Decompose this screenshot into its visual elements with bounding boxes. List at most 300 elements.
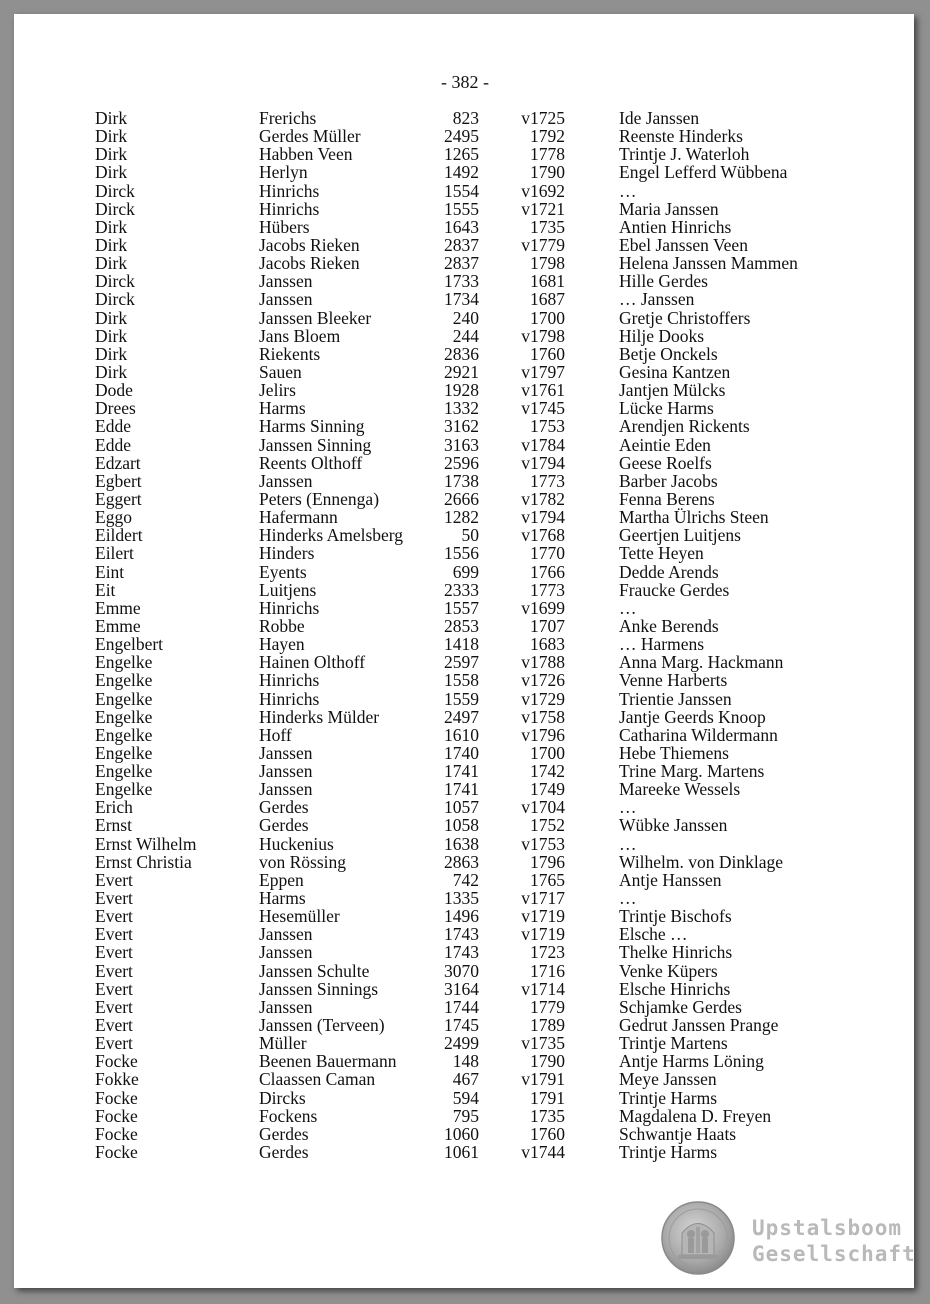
register-row [0, 798, 930, 816]
family-name: Janssen [259, 742, 313, 763]
first-name: Engelke [95, 742, 153, 763]
spouse-name: Wübke Janssen [619, 815, 728, 836]
spouse-name: Fraucke Gerdes [619, 579, 730, 600]
first-name: Evert [95, 1033, 133, 1054]
spouse-name: Thelke Hinrichs [619, 942, 733, 963]
year: v1721 [521, 198, 565, 219]
family-name: Harms Sinning [259, 416, 365, 437]
entry-number: 3070 [444, 960, 479, 981]
family-name: Janssen Schulte [259, 960, 370, 981]
register-row [0, 399, 930, 417]
family-name: Janssen Bleeker [259, 307, 372, 328]
spouse-name: Anna Marg. Hackmann [619, 652, 784, 673]
register-row [0, 907, 930, 925]
family-name: Müller [259, 1033, 307, 1054]
entry-number: 699 [452, 561, 479, 582]
first-name: Dirk [95, 343, 128, 364]
register-row [0, 1016, 930, 1034]
family-name: Janssen Sinnings [259, 978, 379, 999]
year: 1760 [530, 1123, 565, 1144]
register-row [0, 563, 930, 581]
first-name: Edde [95, 416, 131, 437]
genealogy-register [0, 109, 930, 1161]
year: 1735 [530, 216, 565, 237]
register-row [0, 889, 930, 907]
entry-number: 1734 [444, 289, 479, 310]
register-row [0, 1070, 930, 1088]
spouse-name: Hebe Thiemens [619, 742, 729, 763]
register-row [0, 145, 930, 163]
first-name: Evert [95, 888, 133, 909]
entry-number: 148 [452, 1051, 479, 1072]
register-row [0, 1034, 930, 1052]
first-name: Edzart [95, 452, 141, 473]
register-row [0, 327, 930, 345]
spouse-name: Jantje Geerds Knoop [619, 706, 766, 727]
society-watermark [752, 1215, 916, 1267]
first-name: Engelbert [95, 634, 164, 655]
year: 1790 [530, 162, 565, 183]
year: 1773 [530, 579, 565, 600]
register-row [0, 744, 930, 762]
family-name: Eppen [259, 869, 304, 890]
spouse-name: Venne Harberts [619, 670, 728, 691]
register-row [0, 200, 930, 218]
year: v1744 [521, 1142, 565, 1163]
entry-number: 1743 [444, 942, 479, 963]
family-name: Janssen [259, 271, 313, 292]
first-name: Dirk [95, 325, 128, 346]
register-row [0, 635, 930, 653]
register-row [0, 472, 930, 490]
family-name: Hinrichs [259, 670, 320, 691]
year: 1770 [530, 543, 565, 564]
entry-number: 2837 [444, 253, 479, 274]
first-name: Eilert [95, 543, 134, 564]
first-name: Dirk [95, 307, 128, 328]
year: 1798 [530, 253, 565, 274]
spouse-name: … [619, 180, 637, 201]
register-row [0, 254, 930, 272]
spouse-name: Antien Hinrichs [619, 216, 732, 237]
register-row [0, 653, 930, 671]
first-name: Focke [95, 1105, 138, 1126]
register-row [0, 581, 930, 599]
register-row [0, 1125, 930, 1143]
spouse-name: Engel Lefferd Wübbena [619, 162, 788, 183]
family-name: Hinderks Amelsberg [259, 525, 404, 546]
first-name: Focke [95, 1087, 138, 1108]
year: v1779 [521, 234, 565, 255]
year: 1760 [530, 343, 565, 364]
entry-number: 244 [452, 325, 479, 346]
year: 1796 [530, 851, 565, 872]
spouse-name: Geese Roelfs [619, 452, 712, 473]
entry-number: 2495 [444, 126, 479, 147]
spouse-name: Barber Jacobs [619, 470, 718, 491]
entry-number: 1555 [444, 198, 479, 219]
spouse-name: Schjamke Gerdes [619, 996, 742, 1017]
spouse-name: Fenna Berens [619, 488, 715, 509]
family-name: Jacobs Rieken [259, 234, 360, 255]
year: 1707 [530, 615, 565, 636]
first-name: Fokke [95, 1069, 139, 1090]
entry-number: 1740 [444, 742, 479, 763]
spouse-name: Trintje Harms [619, 1087, 718, 1108]
year: v1725 [521, 108, 565, 128]
first-name: Focke [95, 1123, 138, 1144]
year: v1791 [521, 1069, 565, 1090]
family-name: Dircks [259, 1087, 306, 1108]
year: 1700 [530, 742, 565, 763]
family-name: Hesemüller [259, 906, 340, 927]
register-row [0, 272, 930, 290]
year: 1687 [530, 289, 565, 310]
year: v1729 [521, 688, 565, 709]
first-name: Focke [95, 1051, 138, 1072]
first-name: Drees [95, 398, 136, 419]
year: 1735 [530, 1105, 565, 1126]
first-name: Evert [95, 978, 133, 999]
register-row [0, 617, 930, 635]
family-name: Beenen Bauermann [259, 1051, 397, 1072]
family-name: Janssen [259, 942, 313, 963]
entry-number: 240 [452, 307, 479, 328]
entry-number: 1061 [444, 1142, 479, 1163]
year: v1699 [521, 597, 565, 618]
register-row [0, 1089, 930, 1107]
first-name: Evert [95, 924, 133, 945]
register-row [0, 290, 930, 308]
year: v1798 [521, 325, 565, 346]
spouse-name: Hille Gerdes [619, 271, 708, 292]
first-name: Engelke [95, 724, 153, 745]
spouse-name: … [619, 597, 637, 618]
first-name: Dirck [95, 180, 135, 201]
year: v1719 [521, 924, 565, 945]
family-name: Hinrichs [259, 180, 320, 201]
family-name: Janssen (Terveen) [259, 1015, 385, 1036]
family-name: Habben Veen [259, 144, 353, 165]
family-name: Gerdes Müller [259, 126, 361, 147]
family-name: Eyents [259, 561, 307, 582]
family-name: Janssen [259, 470, 313, 491]
spouse-name: Jantjen Mülcks [619, 380, 726, 401]
spouse-name: Mareeke Wessels [619, 779, 741, 800]
spouse-name: Magdalena D. Freyen [619, 1105, 772, 1126]
year: v1782 [521, 488, 565, 509]
family-name: Hinrichs [259, 198, 320, 219]
first-name: Dirk [95, 216, 128, 237]
spouse-name: Schwantje Haats [619, 1123, 737, 1144]
page-number: - 382 - [441, 72, 489, 92]
register-row [0, 853, 930, 871]
spouse-name: Dedde Arends [619, 561, 719, 582]
year: 1752 [530, 815, 565, 836]
year: v1758 [521, 706, 565, 727]
first-name: Erich [95, 797, 133, 818]
spouse-name: Elsche Hinrichs [619, 978, 731, 999]
entry-number: 594 [452, 1087, 479, 1108]
family-name: Gerdes [259, 1142, 309, 1163]
first-name: Eildert [95, 525, 143, 546]
family-name: Hinrichs [259, 688, 320, 709]
spouse-name: … [619, 797, 637, 818]
register-row [0, 925, 930, 943]
entry-number: 795 [452, 1105, 479, 1126]
year: 1742 [530, 761, 565, 782]
spouse-name: Meye Janssen [619, 1069, 717, 1090]
spouse-name: Elsche … [619, 924, 688, 945]
spouse-name: Gesina Kantzen [619, 361, 731, 382]
register-row [0, 508, 930, 526]
family-name: Sauen [259, 361, 302, 382]
register-row [0, 109, 930, 127]
first-name: Ernst [95, 815, 132, 836]
entry-number: 1638 [444, 833, 479, 854]
first-name: Engelke [95, 706, 153, 727]
first-name: Dirck [95, 289, 135, 310]
year: 1765 [530, 869, 565, 890]
spouse-name: Antje Hanssen [619, 869, 722, 890]
year: 1723 [530, 942, 565, 963]
entry-number: 2497 [444, 706, 479, 727]
entry-number: 1496 [444, 906, 479, 927]
entry-number: 1335 [444, 888, 479, 909]
register-row [0, 454, 930, 472]
family-name: von Rössing [259, 851, 347, 872]
year: 1792 [530, 126, 565, 147]
entry-number: 1265 [444, 144, 479, 165]
first-name: Eggert [95, 488, 142, 509]
entry-number: 1745 [444, 1015, 479, 1036]
first-name: Ernst Christia [95, 851, 192, 872]
first-name: Engelke [95, 688, 153, 709]
family-name: Harms [259, 888, 306, 909]
first-name: Dirk [95, 144, 128, 165]
family-name: Huckenius [259, 833, 334, 854]
spouse-name: Trintje Martens [619, 1033, 728, 1054]
entry-number: 1610 [444, 724, 479, 745]
entry-number: 1741 [444, 761, 479, 782]
spouse-name: Trintje Bischofs [619, 906, 732, 927]
register-row [0, 127, 930, 145]
register-row [0, 182, 930, 200]
entry-number: 1492 [444, 162, 479, 183]
entry-number: 2921 [444, 361, 479, 382]
first-name: Evert [95, 906, 133, 927]
register-row [0, 835, 930, 853]
spouse-name: Wilhelm. von Dinklage [619, 851, 784, 872]
family-name: Gerdes [259, 815, 309, 836]
first-name: Dode [95, 380, 133, 401]
spouse-name: Anke Berends [619, 615, 719, 636]
register-row [0, 417, 930, 435]
year: v1692 [521, 180, 565, 201]
spouse-name: Ide Janssen [619, 108, 700, 128]
register-row [0, 381, 930, 399]
spouse-name: Trintje Harms [619, 1142, 718, 1163]
year: 1700 [530, 307, 565, 328]
entry-number: 1058 [444, 815, 479, 836]
spouse-name: Hilje Dooks [619, 325, 705, 346]
entry-number: 2597 [444, 652, 479, 673]
spouse-name: Venke Küpers [619, 960, 718, 981]
spouse-name: Trientie Janssen [619, 688, 732, 709]
year: v1788 [521, 652, 565, 673]
spouse-name: Martha Ülrichs Steen [619, 507, 769, 528]
family-name: Jans Bloem [259, 325, 341, 346]
year: v1761 [521, 380, 565, 401]
watermark-line2: Gesellschaft [752, 1242, 916, 1266]
year: 1779 [530, 996, 565, 1017]
register-row [0, 962, 930, 980]
entry-number: 1733 [444, 271, 479, 292]
first-name: Emme [95, 615, 141, 636]
entry-number: 1556 [444, 543, 479, 564]
first-name: Focke [95, 1142, 138, 1163]
register-row [0, 690, 930, 708]
first-name: Engelke [95, 652, 153, 673]
first-name: Evert [95, 960, 133, 981]
spouse-name: Maria Janssen [619, 198, 719, 219]
register-row [0, 816, 930, 834]
family-name: Janssen [259, 289, 313, 310]
family-name: Hinders [259, 543, 315, 564]
spouse-name: … Harmens [619, 634, 705, 655]
register-row [0, 599, 930, 617]
year: v1719 [521, 906, 565, 927]
year: v1753 [521, 833, 565, 854]
entry-number: 1060 [444, 1123, 479, 1144]
first-name: Engelke [95, 779, 153, 800]
family-name: Frerichs [259, 108, 317, 128]
entry-number: 2666 [444, 488, 479, 509]
first-name: Dirk [95, 126, 128, 147]
entry-number: 1738 [444, 470, 479, 491]
family-name: Hübers [259, 216, 310, 237]
year: v1745 [521, 398, 565, 419]
watermark-line1: Upstalsboom [752, 1216, 903, 1240]
register-row [0, 998, 930, 1016]
entry-number: 1559 [444, 688, 479, 709]
spouse-name: Antje Harms Löning [619, 1051, 764, 1072]
spouse-name: Ebel Janssen Veen [619, 234, 748, 255]
entry-number: 3164 [444, 978, 479, 999]
family-name: Jacobs Rieken [259, 253, 360, 274]
year: 1766 [530, 561, 565, 582]
entry-number: 1554 [444, 180, 479, 201]
spouse-name: Trintje J. Waterloh [619, 144, 750, 165]
first-name: Dirk [95, 361, 128, 382]
spouse-name: … [619, 888, 637, 909]
first-name: Dirk [95, 108, 128, 128]
spouse-name: Geertjen Luitjens [619, 525, 741, 546]
first-name: Ernst Wilhelm [95, 833, 197, 854]
year: 1778 [530, 144, 565, 165]
entry-number: 2863 [444, 851, 479, 872]
entry-number: 2499 [444, 1033, 479, 1054]
family-name: Hayen [259, 634, 305, 655]
register-row [0, 871, 930, 889]
family-name: Hoff [259, 724, 292, 745]
entry-number: 2836 [444, 343, 479, 364]
family-name: Hinrichs [259, 597, 320, 618]
entry-number: 467 [452, 1069, 479, 1090]
register-row [0, 309, 930, 327]
first-name: Eint [95, 561, 125, 582]
first-name: Eit [95, 579, 116, 600]
entry-number: 1643 [444, 216, 479, 237]
spouse-name: Arendjen Rickents [619, 416, 750, 437]
first-name: Engelke [95, 761, 153, 782]
entry-number: 1744 [444, 996, 479, 1017]
entry-number: 1928 [444, 380, 479, 401]
register-row [0, 544, 930, 562]
family-name: Janssen [259, 996, 313, 1017]
register-row [0, 726, 930, 744]
entry-number: 50 [461, 525, 479, 546]
family-name: Gerdes [259, 1123, 309, 1144]
register-row [0, 163, 930, 181]
year: 1790 [530, 1051, 565, 1072]
spouse-name: Helena Janssen Mammen [619, 253, 798, 274]
entry-number: 2596 [444, 452, 479, 473]
year: 1791 [530, 1087, 565, 1108]
register-row [0, 671, 930, 689]
first-name: Evert [95, 869, 133, 890]
family-name: Riekents [259, 343, 321, 364]
year: v1794 [521, 507, 565, 528]
register-row [0, 780, 930, 798]
spouse-name: Betje Onckels [619, 343, 718, 364]
register-row [0, 980, 930, 998]
family-name: Janssen Sinning [259, 434, 372, 455]
register-row [0, 218, 930, 236]
entry-number: 3163 [444, 434, 479, 455]
spouse-name: Gedrut Janssen Prange [619, 1015, 779, 1036]
first-name: Engelke [95, 670, 153, 691]
first-name: Dirck [95, 271, 135, 292]
spouse-name: … Janssen [619, 289, 695, 310]
spouse-name: Aeintie Eden [619, 434, 711, 455]
register-row [0, 526, 930, 544]
first-name: Emme [95, 597, 141, 618]
family-name: Fockens [259, 1105, 318, 1126]
register-row [0, 943, 930, 961]
register-row [0, 762, 930, 780]
entry-number: 1558 [444, 670, 479, 691]
first-name: Evert [95, 996, 133, 1017]
year: 1749 [530, 779, 565, 800]
first-name: Dirk [95, 253, 128, 274]
first-name: Evert [95, 1015, 133, 1036]
family-name: Hainen Olthoff [259, 652, 366, 673]
spouse-name: Reenste Hinderks [619, 126, 743, 147]
register-row [0, 363, 930, 381]
first-name: Evert [95, 942, 133, 963]
society-seal-icon [660, 1200, 736, 1276]
year: 1683 [530, 634, 565, 655]
spouse-name: Tette Heyen [619, 543, 704, 564]
first-name: Edde [95, 434, 131, 455]
register-row [0, 345, 930, 363]
spouse-name: … [619, 833, 637, 854]
register-row [0, 708, 930, 726]
family-name: Reents Olthoff [259, 452, 363, 473]
register-row [0, 490, 930, 508]
spouse-name: Gretje Christoffers [619, 307, 751, 328]
